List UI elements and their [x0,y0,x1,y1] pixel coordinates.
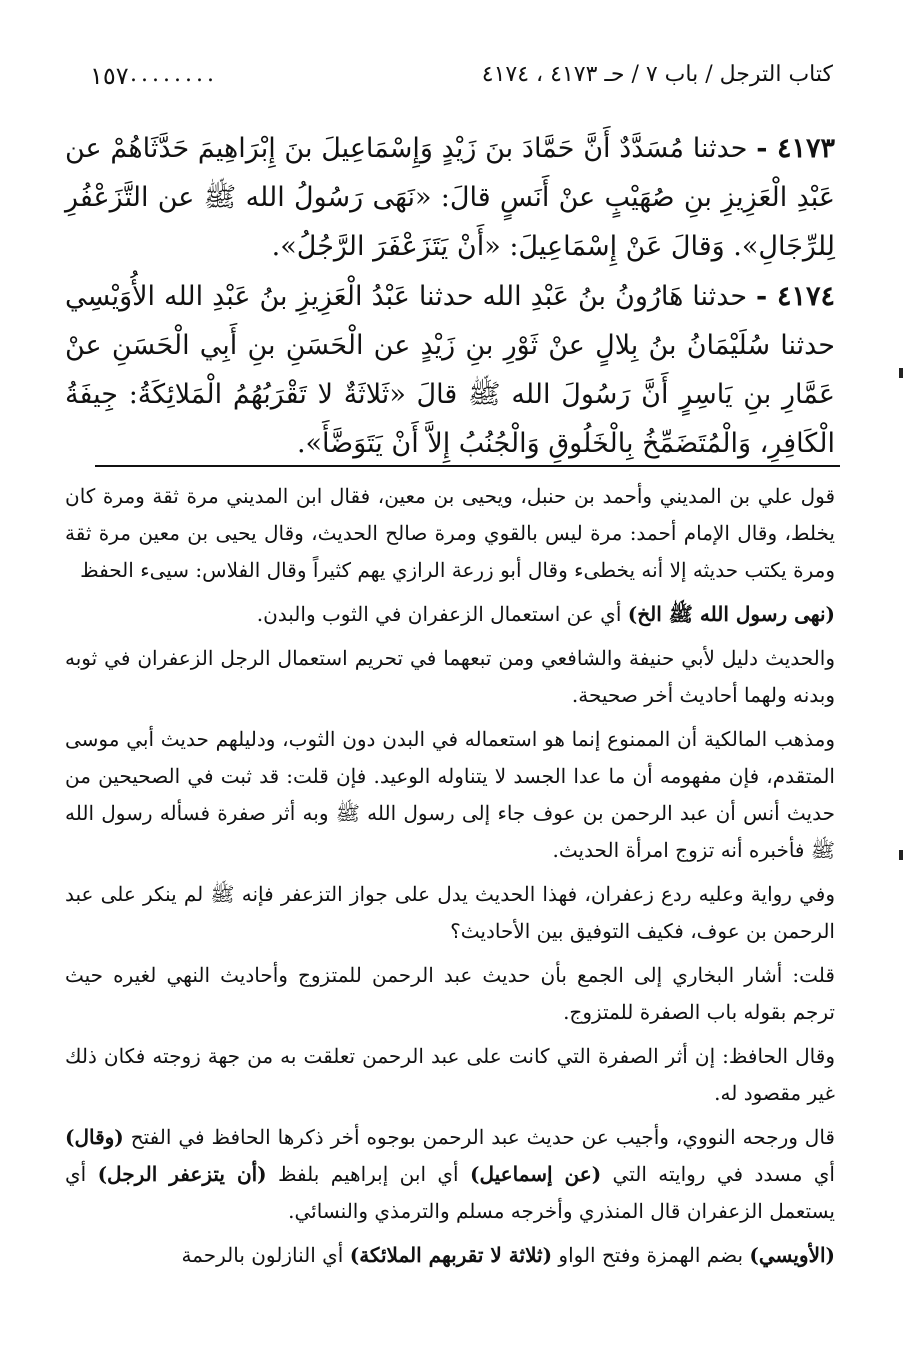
commentary-text: وفي رواية وعليه ردع زعفران، فهذا الحديث يدل على جواز التزعفر فإنه ﷺ لم ينكر على عبد الرحمن بن عوف، فكيف التوفيق بين الأحاديث؟ [65,882,835,943]
commentary-paragraph [65,957,835,1031]
commentary-paragraph [65,721,835,869]
commentary-text: أي مسدد في روايته التي [601,1162,835,1186]
hadith-text: حدثنا مُسَدَّدٌ أَنَّ حَمَّادَ بنَ زَيْدٍ وَإِسْمَاعِيلَ بنَ إِبْرَاهِيمَ حَدَّثَاهُمْ عن عَبْدِ الْعَزِيزِ بنِ صُهَيْبٍ عنْ أَنَسٍ قالَ: «نَهَى رَسُولُ الله ﷺ عن التَّزَعْفُرِ لِلرِّجَالِ». وَقالَ عَنْ إِسْمَاعِيلَ: «أَنْ يَتَزَعْفَرَ الرَّجُلُ». [65,133,835,262]
hadith-text: حدثنا هَارُونُ بنُ عَبْدِ الله حدثنا عَبْدُ الْعَزِيزِ بنُ عَبْدِ الله الأُوَيْسِي حدثنا سُلَيْمَانُ بنُ بِلالٍ عنْ ثَوْرِ بنِ زَيْدٍ عن الْحَسَنِ بنِ أَبِي الْحَسَنِ عنْ عَمَّارِ بنِ يَاسِرٍ أَنَّ رَسُولَ الله ﷺ قالَ «ثَلاثَةٌ لا تَقْرَبُهُمُ الْمَلائِكَةُ: جِيفَةُ الْكَافِرِ، وَالْمُتَضَمِّخُ بِالْخَلُوقِ وَالْجُنُبُ إِلاَّ أَنْ يَتَوَضَّأَ». [65,281,835,459]
bold-quote: (الأويسي) [749,1243,835,1267]
page-number: ١٥٧ [90,62,129,90]
commentary-paragraph [65,640,835,714]
commentary-text: قلت: أشار البخاري إلى الجمع بأن حديث عبد الرحمن للمتزوج وأحاديث النهي لغيره حيث ترجم بقوله باب الصفرة للمتزوج. [65,963,835,1024]
edge-mark [899,850,903,860]
edge-mark [899,368,903,378]
bold-quote: (نهى رسول الله ﷺ الخ) [627,602,835,626]
header-title: كتاب الترجل / باب ٧ / حـ ٤١٧٣ ، ٤١٧٤ [481,62,833,87]
commentary-text: ومذهب المالكية أن الممنوع إنما هو استعماله في البدن دون الثوب، ودليلهم حديث أبي موسى المتقدم، فإن مفهومه أن ما عدا الجسد لا يتناوله الوعيد. فإن قلت: قد ثبت في الصحيحين من حديث أنس أن عبد الرحمن بن عوف جاء إلى رسول الله ﷺ وبه أثر صفرة فسأله رسول الله ﷺ فأخبره أنه تزوج امرأة الحديث. [65,727,835,862]
commentary-text: بضم الهمزة وفتح الواو [552,1243,750,1267]
commentary-section [65,478,835,1281]
commentary-paragraph [65,1237,835,1274]
bold-quote: (وقال) [65,1125,124,1149]
bold-quote: (عن إسماعيل) [470,1162,602,1186]
commentary-text: قول علي بن المديني وأحمد بن حنبل، ويحيى بن معين، فقال ابن المديني مرة ثقة ومرة كان يخلط، وقال الإمام أحمد: مرة ليس بالقوي ومرة صالح الحديث، وقال يحيى بن معين مرة ثقة ومرة يكتب حديثه إلا أنه يخطىء وقال أبو زرعة الرازي يهم كثيراً وقال الفلاس: سيىء الحفظ [65,484,835,582]
commentary-text: والحديث دليل لأبي حنيفة والشافعي ومن تبعهما في تحريم استعمال الرجل الزعفران في ثوبه وبدنه ولهما أحاديث أخر صحيحة. [65,646,835,707]
commentary-text: أي ابن إبراهيم بلفظ [266,1162,470,1186]
hadith-number: ٤١٧٣ - [756,133,835,164]
commentary-text: أي النازلون بالرحمة [181,1243,350,1267]
commentary-text: أي يستعمل الزعفران قال المنذري وأخرجه مسلم والترمذي والنسائي. [65,1162,835,1223]
hadith-4173 [65,124,835,271]
running-header [90,62,833,96]
commentary-paragraph [65,1119,835,1230]
commentary-paragraph [65,1038,835,1112]
hadith-number: ٤١٧٤ - [756,281,835,312]
hadith-4174 [65,272,835,468]
commentary-text: أي عن استعمال الزعفران في الثوب والبدن. [256,602,628,626]
bold-quote: (أن يتزعفر الرجل) [97,1162,267,1186]
commentary-paragraph [65,876,835,950]
footnote-divider [95,465,840,467]
commentary-text: وقال الحافظ: إن أثر الصفرة التي كانت على عبد الرحمن تعلقت به من جهة زوجته فكان ذلك غير مقصود له. [65,1044,835,1105]
commentary-paragraph [65,478,835,589]
header-dots: ........ [130,62,218,87]
commentary-text: قال ورجحه النووي، وأجيب عن حديث عبد الرحمن بوجوه أخر ذكرها الحافظ في الفتح [123,1125,835,1149]
commentary-paragraph [65,596,835,633]
bold-quote: (ثلاثة لا تقربهم الملائكة) [349,1243,553,1267]
